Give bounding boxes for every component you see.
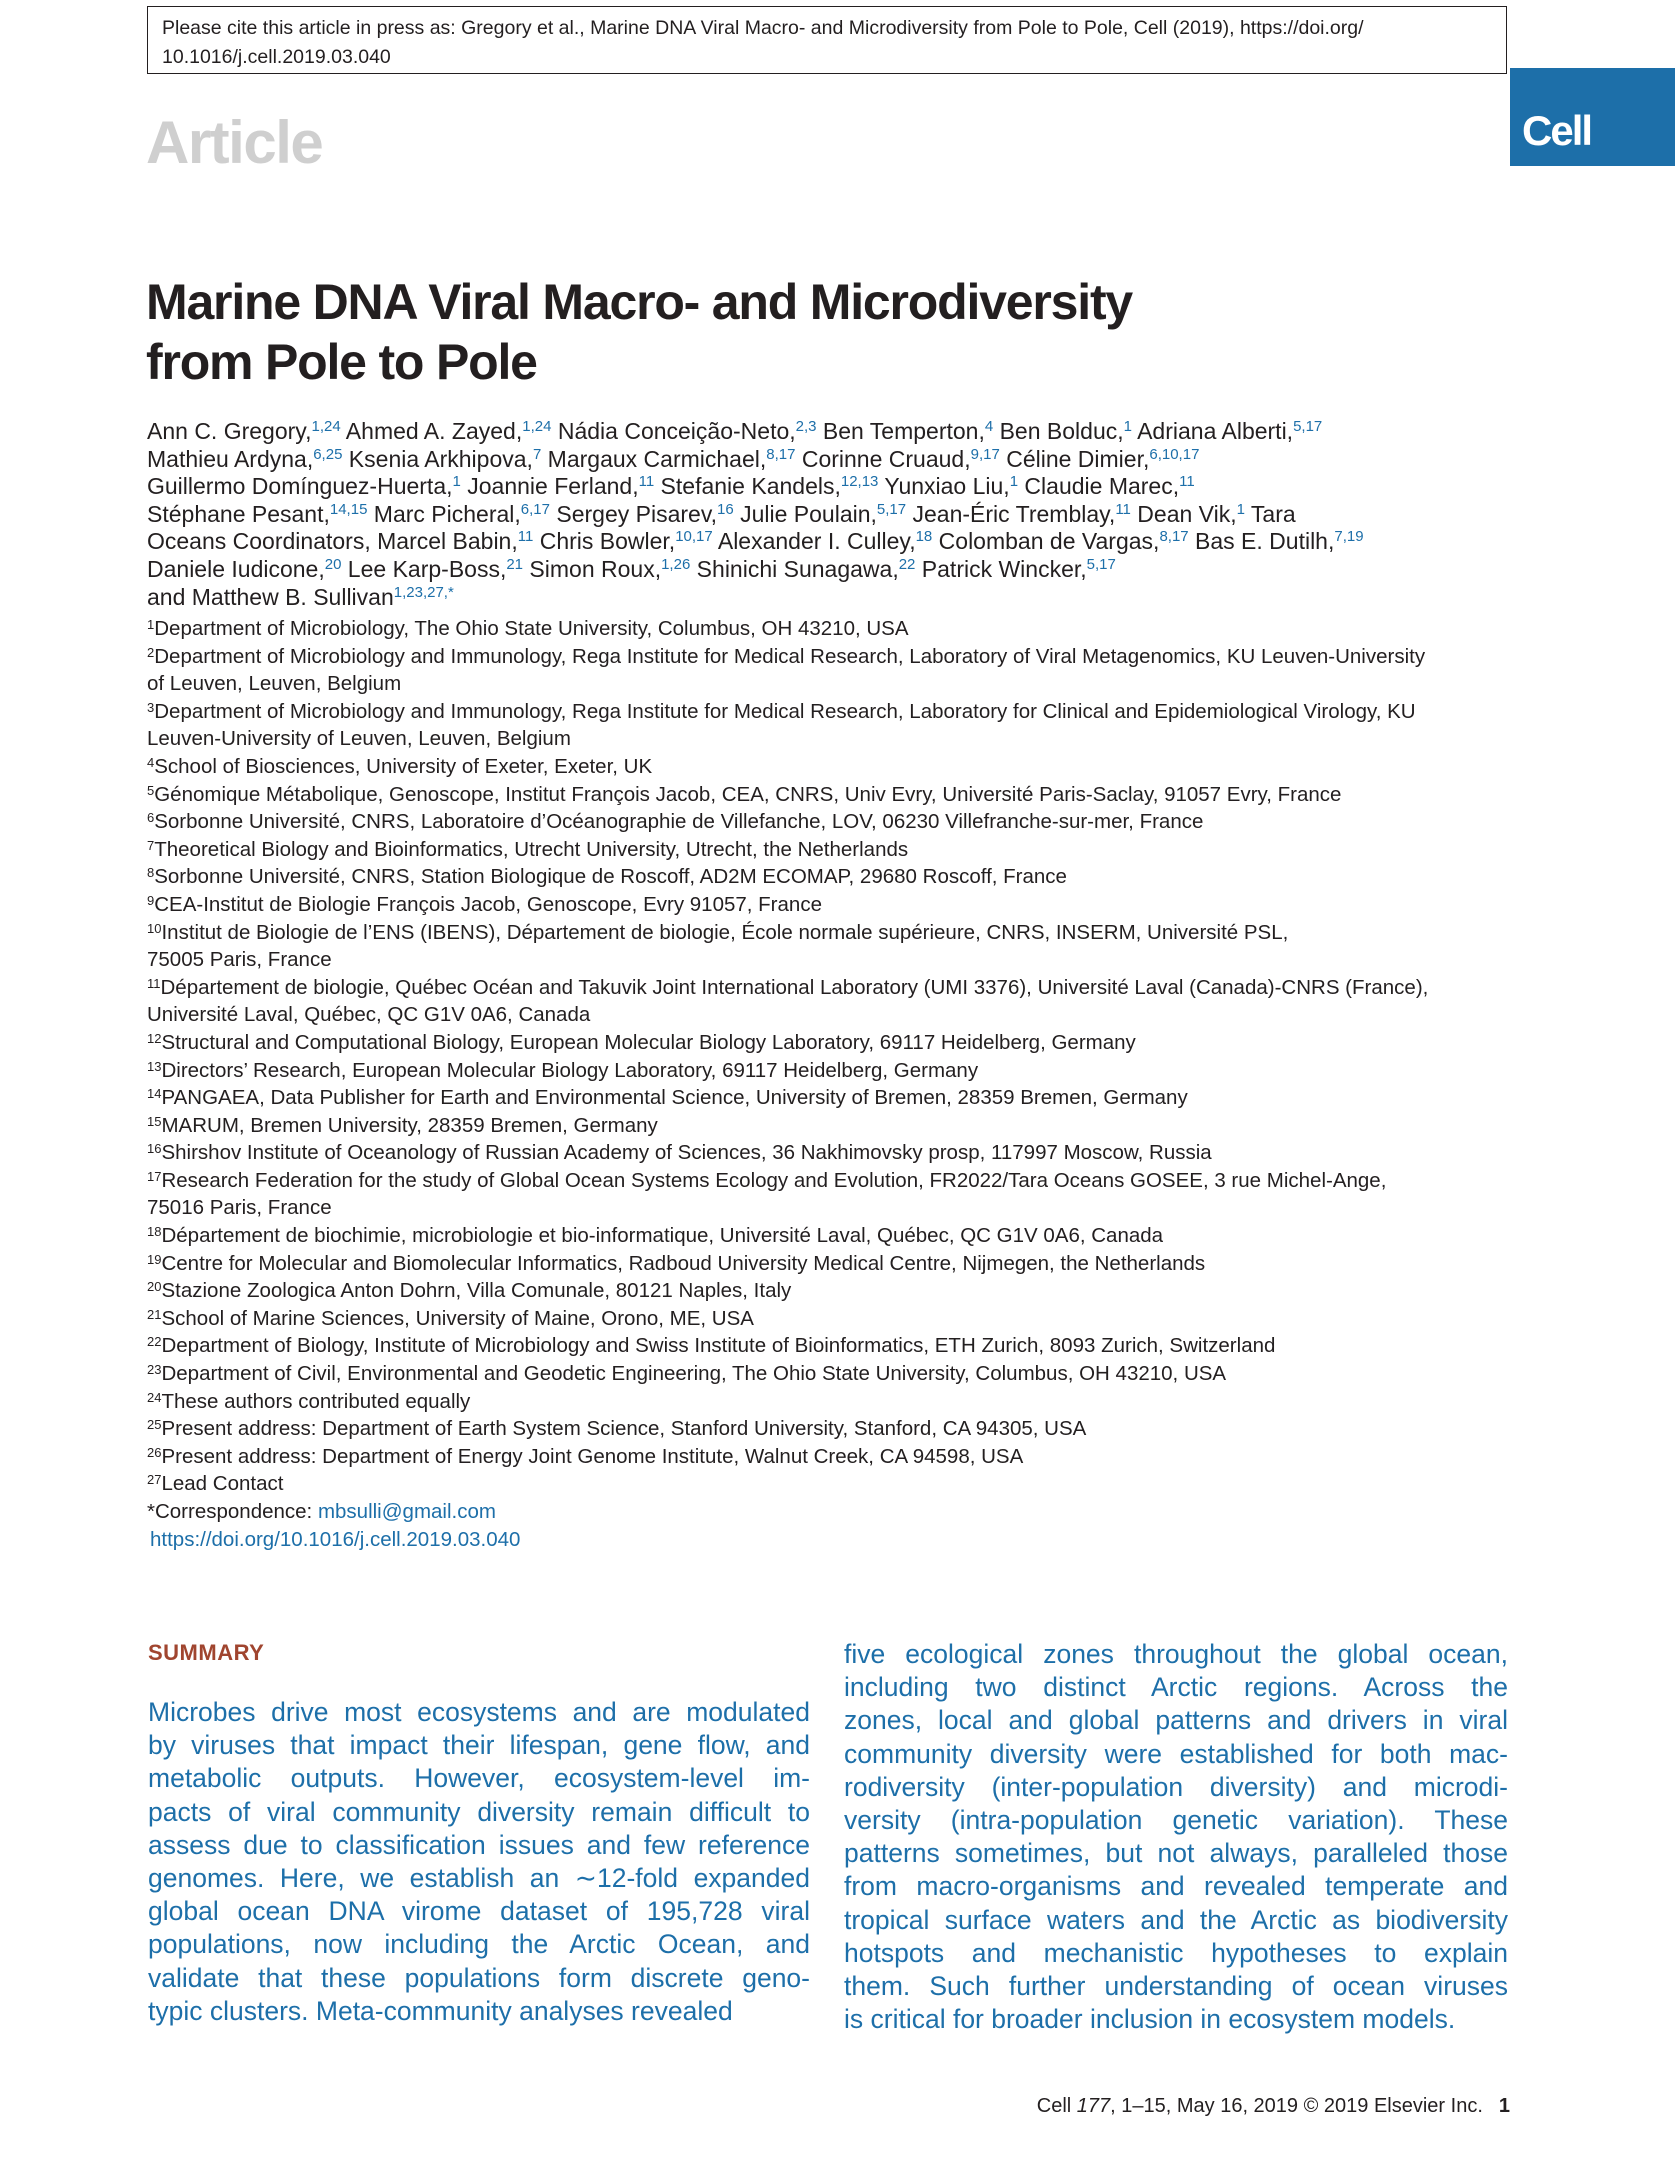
author-line [147,584,1527,612]
author-name: Adriana Alberti, [1131,418,1294,444]
citation-notice [147,6,1507,74]
author-name: Simon Roux, [523,555,662,582]
affiliation-line [147,1332,1527,1360]
author-affiliation-ref[interactable]: 4 [984,418,994,435]
author-affiliation-ref[interactable]: 12,13 [840,473,879,491]
author-name: Ksenia Arkhipova, [342,445,533,472]
affiliation-number: 27 [147,1472,162,1488]
author-name: Ahmed A. Zayed, [340,418,523,444]
article-title [146,272,1446,392]
affiliation-text: Department of Microbiology and Immunology, Rega Institute for Medical Research, Laboratory of Viral Metagenomics, KU Leuven-University [154,644,1426,668]
author-name: Joannie Ferland, [460,473,639,500]
affiliation-line [147,1443,1527,1471]
affiliation-line [147,1360,1527,1388]
affiliation-text: Stazione Zoologica Anton Dohrn, Villa Comunale, 80121 Naples, Italy [161,1279,792,1303]
affiliation-line [147,1415,1527,1443]
affiliation-number: 14 [147,1086,162,1102]
affiliation-number: 18 [147,1224,162,1240]
affiliation-text: Department of Civil, Environmental and Geodetic Engineering, The Ohio State University, Columbus, OH 43210, USA [161,1362,1227,1386]
page-footer [980,2095,1510,2118]
affiliation-text: 75005 Paris, France [147,948,332,972]
affiliation-text: Directors’ Research, European Molecular Biology Laboratory, 69117 Heidelberg, Germany [161,1058,979,1082]
affiliation-line [147,1001,1527,1029]
affiliation-line [147,1029,1527,1057]
affiliation-item [147,1332,1527,1360]
affiliation-number: 21 [147,1306,162,1322]
affiliation-number: 19 [147,1251,162,1267]
summary-line: pacts of viral community diversity remain difficult to [148,1796,810,1827]
affiliation-number: 26 [147,1444,162,1460]
affiliation-item [147,836,1527,864]
author-name: Jean-Éric Tremblay, [906,500,1116,527]
affiliation-line [147,808,1527,836]
author-affiliation-ref[interactable]: 1 [452,473,461,491]
author-affiliation-ref[interactable]: 6,10,17 [1149,445,1200,463]
author-name: Nádia Conceição-Neto, [551,418,796,444]
author-name: Bas E. Dutilh, [1188,528,1335,555]
summary-left-column [148,1696,810,2028]
author-affiliation-ref[interactable]: 21 [506,555,524,573]
affiliation-item [147,1250,1527,1278]
affiliation-text: These authors contributed equally [161,1389,471,1413]
author-affiliation-ref[interactable]: 8,17 [766,445,796,463]
affiliation-line [147,946,1527,974]
affiliation-item [147,1415,1527,1443]
affiliation-text: Research Federation for the study of Global Ocean Systems Ecology and Evolution, FR2022/Tara Oceans GOSEE, 3 rue Michel-Ange, [161,1168,1387,1192]
affiliation-text: PANGAEA, Data Publisher for Earth and Environmental Science, University of Bremen, 28359 Bremen, Germany [161,1086,1188,1110]
affiliation-line [147,725,1527,753]
affiliation-text: Department of Microbiology, The Ohio State University, Columbus, OH 43210, USA [154,617,909,640]
affiliation-text: Département de biologie, Québec Océan and Takuvik Joint International Laboratory (UMI 3376), Université Laval (Canada)-CNRS (France), [160,975,1429,999]
author-name: Lee Karp-Boss, [341,555,507,582]
author-name: Colomban de Vargas, [932,528,1160,555]
author-affiliation-ref[interactable]: 5,17 [1293,418,1323,435]
affiliation-number: 17 [147,1168,162,1184]
author-line [147,556,1527,584]
affiliation-number: 12 [147,1030,162,1046]
summary-line: Microbes drive most ecosystems and are modulated [148,1697,810,1727]
affiliation-item [147,1222,1527,1250]
author-affiliation-ref[interactable]: 1,24 [522,418,552,435]
author-name: Alexander I. Culley, [712,528,916,555]
affiliation-line [147,1470,1527,1498]
summary-line: rodiversity (inter-population diversity) and microdi- [844,1771,1508,1802]
affiliation-line [147,836,1527,864]
summary-line: five ecological zones throughout the global ocean, [844,1639,1508,1669]
affiliation-line [147,1305,1527,1333]
author-affiliation-ref[interactable]: 1 [1009,473,1019,491]
summary-line: global ocean DNA virome dataset of 195,728 viral [148,1896,810,1927]
affiliation-text: 75016 Paris, France [147,1196,332,1220]
affiliation-item [147,1360,1527,1388]
author-affiliation-ref[interactable]: 11 [638,473,655,491]
author-name: Dean Vik, [1130,500,1237,527]
author-name: Stefanie Kandels, [654,473,841,500]
affiliation-line [147,1057,1527,1085]
affiliation-item [147,1112,1527,1140]
author-name: Marc Picheral, [367,500,521,527]
affiliation-item [147,698,1527,753]
affiliation-line [147,698,1527,726]
author-name: Margaux Carmichael, [541,445,767,472]
author-affiliation-ref[interactable]: 16 [717,500,734,518]
affiliation-text: Department of Biology, Institute of Microbiology and Swiss Institute of Bioinformatics, ETH Zurich, 8093 Zurich, Switzerland [161,1334,1276,1358]
affiliation-number: 11 [147,975,161,991]
affiliation-line [147,863,1527,891]
affiliation-item [147,643,1527,698]
author-name: Ben Bolduc, [993,418,1124,444]
author-affiliation-ref[interactable]: 5,17 [876,500,907,518]
author-affiliation-ref[interactable]: 8,17 [1159,528,1189,546]
affiliation-item [147,1057,1527,1085]
affiliation-text: School of Marine Sciences, University of Maine, Orono, ME, USA [161,1306,754,1330]
affiliation-item [147,1305,1527,1333]
citation-line-1: Please cite this article in press as: Gregory et al., Marine DNA Viral Macro- and Microdiversity from Pole to Pole, Cell (2019), https://doi.org/ [162,17,1364,39]
affiliation-line [147,1167,1527,1195]
author-affiliation-ref[interactable]: 7 [532,445,542,463]
affiliation-text: School of Biosciences, University of Exeter, Exeter, UK [154,754,653,778]
affiliation-item [147,1470,1527,1498]
affiliation-item [147,1084,1527,1112]
summary-line: hotspots and mechanistic hypotheses to explain [844,1937,1508,1968]
author-line [147,473,1527,501]
author-line [147,501,1527,529]
affiliation-item [147,1029,1527,1057]
affiliation-text: Structural and Computational Biology, European Molecular Biology Laboratory, 69117 Heidelberg, Germany [161,1030,1136,1054]
summary-line: assess due to classification issues and few reference [148,1829,810,1860]
author-name: Ann C. Gregory, [147,418,312,444]
affiliation-text: Leuven-University of Leuven, Leuven, Belgium [147,727,571,751]
page-number: 1 [1498,2095,1510,2117]
affiliation-text: MARUM, Bremen University, 28359 Bremen, Germany [161,1113,658,1137]
affiliation-item [147,891,1527,919]
affiliation-number: 25 [147,1417,162,1433]
summary-line: populations, now including the Arctic Ocean, and [148,1929,810,1960]
affiliation-item [147,1139,1527,1167]
author-line [147,446,1527,474]
affiliation-number: 15 [147,1113,162,1129]
affiliation-line [147,1222,1527,1250]
affiliation-text: Sorbonne Université, CNRS, Station Biologique de Roscoff, AD2M ECOMAP, 29680 Roscoff, France [154,865,1067,889]
doi-row [147,1526,1527,1554]
correspondence [147,1498,1527,1526]
author-affiliation-ref[interactable]: 1,24 [311,418,341,435]
affiliation-list [147,615,1527,1498]
author-affiliation-ref[interactable]: 9,17 [970,445,1000,463]
summary-line: zones, local and global patterns and drivers in viral [844,1705,1508,1736]
author-affiliation-ref[interactable]: 1 [1236,500,1245,518]
affiliation-line [147,1084,1527,1112]
summary-line: tropical surface waters and the Arctic as biodiversity [844,1904,1508,1935]
affiliation-line [147,781,1527,809]
author-name: Oceans Coordinators, Marcel Babin, [147,528,518,555]
summary-line: is critical for broader inclusion in ecosystem models. [844,2004,1456,2035]
author-affiliation-ref[interactable]: 11 [1179,473,1195,491]
affiliation-item [147,1167,1527,1222]
affiliation-number: 22 [147,1334,162,1350]
summary-line: by viruses that impact their lifespan, gene flow, and [148,1730,810,1761]
author-name: Tara [1244,500,1296,527]
affiliation-text: Present address: Department of Energy Joint Genome Institute, Walnut Creek, CA 94598, USA [161,1444,1024,1468]
author-affiliation-ref[interactable]: 22 [898,555,916,573]
title-line-2: from Pole to Pole [146,334,537,390]
author-name: Claudie Marec, [1018,473,1180,500]
author-affiliation-ref[interactable]: 14,15 [329,500,368,518]
affiliation-text: Institut de Biologie de l’ENS (IBENS), Département de biologie, École normale supérieure, CNRS, INSERM, Université PSL, [161,920,1289,944]
affiliation-line [147,643,1527,671]
affiliation-item [147,1443,1527,1471]
author-affiliation-ref[interactable]: 10,17 [675,528,713,546]
affiliation-text: Centre for Molecular and Biomolecular Informatics, Radboud University Medical Centre, Nijmegen, the Netherlands [161,1251,1206,1275]
author-affiliation-ref[interactable]: 18 [915,528,933,546]
affiliation-number: 5 [147,782,155,798]
author-name: and Matthew B. Sullivan [147,583,394,610]
affiliation-line [147,615,1527,643]
affiliation-line [147,1139,1527,1167]
author-affiliation-ref[interactable]: 6,17 [520,500,550,518]
author-affiliation-ref[interactable]: 5,17 [1086,555,1116,573]
author-affiliation-ref[interactable]: 1 [1123,418,1132,435]
author-affiliation-ref[interactable]: 20 [324,555,342,573]
affiliation-number: 16 [147,1141,162,1157]
footer-info: , 1–15, May 16, 2019 © 2019 Elsevier Inc. [1110,2095,1483,2117]
affiliation-text: Theoretical Biology and Bioinformatics, Utrecht University, Utrecht, the Netherlands [154,837,909,861]
author-name: Daniele Iudicone, [147,555,325,582]
summary-heading: SUMMARY [148,1640,265,1665]
affiliation-item [147,974,1527,1029]
author-name: Corinne Cruaud, [795,445,971,472]
affiliation-number: 13 [147,1058,162,1074]
summary-line: including two distinct Arctic regions. Across the [844,1672,1508,1703]
affiliation-item [147,781,1527,809]
affiliation-item [147,919,1527,974]
author-name: Guillermo Domínguez-Huerta, [147,473,453,500]
correspondence-email-link[interactable]: mbsulli@gmail.com [317,1500,496,1523]
affiliation-line [147,1388,1527,1416]
summary-line: genomes. Here, we establish an ∼12-fold expanded [148,1863,810,1894]
affiliation-line [147,1277,1527,1305]
affiliation-line [147,1112,1527,1140]
affiliation-line [147,1194,1527,1222]
author-name: Mathieu Ardyna, [147,445,314,472]
author-affiliation-ref[interactable]: 1,26 [661,555,691,573]
affiliation-line [147,1250,1527,1278]
affiliation-number: 7 [147,837,155,853]
affiliation-section [147,615,1527,1553]
author-name: Ben Temperton, [816,418,985,444]
affiliation-number: 9 [147,892,155,908]
summary-line: them. Such further understanding of ocean viruses [844,1971,1508,2002]
summary-line: from macro-organisms and revealed temperate and [844,1871,1508,1902]
affiliation-text: Génomique Métabolique, Genoscope, Institut François Jacob, CEA, CNRS, Univ Evry, Université Paris-Saclay, 91057 Evry, France [154,782,1342,806]
footer-volume: 177 [1076,2095,1111,2117]
affiliation-text: Université Laval, Québec, QC G1V 0A6, Canada [147,1003,591,1027]
affiliation-text: Present address: Department of Earth System Science, Stanford University, Stanford, CA 94305, USA [161,1417,1087,1441]
affiliation-number: 10 [147,920,162,936]
affiliation-number: 1 [147,617,155,632]
author-affiliation-ref[interactable]: 11 [517,528,534,546]
affiliation-number: 20 [147,1279,162,1295]
author-name: Yunxiao Liu, [878,473,1010,500]
affiliation-item [147,615,1527,643]
affiliation-text: Sorbonne Université, CNRS, Laboratoire d’Océanographie de Villefanche, LOV, 06230 Villefranche-sur-mer, France [154,810,1204,834]
summary-line: community diversity were established for both mac- [844,1738,1508,1769]
affiliation-item [147,1388,1527,1416]
affiliation-item [147,808,1527,836]
affiliation-text: Département de biochimie, microbiologie et bio-informatique, Université Laval, Québec, QC G1V 0A6, Canada [161,1224,1164,1248]
author-name: Chris Bowler, [533,528,676,555]
footer-journal: Cell [1036,2095,1077,2117]
author-line [147,528,1527,556]
journal-logo: Cell [1510,68,1675,166]
summary-right-column [844,1638,1508,2036]
summary-line: patterns sometimes, but not always, paralleled those [844,1838,1508,1869]
section-label: Article [146,109,323,176]
author-affiliation-ref[interactable]: 2,3 [795,418,817,435]
affiliation-line [147,753,1527,781]
author-list [147,418,1527,611]
author-affiliation-ref[interactable]: 11 [1115,500,1131,518]
affiliation-text: Department of Microbiology and Immunology, Rega Institute for Medical Research, Laboratory for Clinical and Epidemiological Virology, KU [154,699,1416,723]
summary-line: validate that these populations form discrete geno- [148,1962,810,1993]
summary-line: typic clusters. Meta-community analyses revealed [148,1995,733,2026]
affiliation-number: 8 [147,865,155,881]
author-name: Patrick Wincker, [915,555,1087,582]
affiliation-text: CEA-Institut de Biologie François Jacob, Genoscope, Evry 91057, France [154,892,822,916]
affiliation-number: 4 [147,754,155,770]
author-affiliation-ref[interactable]: 7,19 [1334,528,1364,546]
affiliation-number: 2 [147,644,155,660]
affiliation-line [147,670,1527,698]
author-name: Shinichi Sunagawa, [690,555,899,582]
affiliation-number: 3 [147,699,155,715]
affiliation-number: 6 [147,810,155,826]
author-name: Sergey Pisarev, [550,500,718,527]
author-affiliation-ref[interactable]: 6,25 [313,445,343,463]
affiliation-text: of Leuven, Leuven, Belgium [147,672,402,696]
affiliation-number: 23 [147,1362,162,1378]
author-affiliation-ref[interactable]: 1,23,27,* [393,583,454,601]
author-line [147,418,1527,446]
affiliation-text: Lead Contact [161,1472,284,1496]
author-name: Julie Poulain, [733,500,877,527]
affiliation-item [147,753,1527,781]
affiliation-item [147,863,1527,891]
summary-line: metabolic outputs. However, ecosystem-level im- [148,1763,810,1794]
author-name: Stéphane Pesant, [147,500,330,527]
author-name: Céline Dimier, [999,445,1150,472]
citation-line-2: 10.1016/j.cell.2019.03.040 [162,46,391,68]
correspondence-label: *Correspondence: [147,1500,318,1523]
affiliation-line [147,919,1527,947]
affiliation-line [147,974,1527,1002]
affiliation-line [147,891,1527,919]
affiliation-item [147,1277,1527,1305]
summary-line: versity (intra-population genetic variation). These [844,1805,1508,1836]
title-line-1: Marine DNA Viral Macro- and Microdiversity [146,274,1133,330]
affiliation-text: Shirshov Institute of Oceanology of Russian Academy of Sciences, 36 Nakhimovsky prosp, 117997 Moscow, Russia [161,1141,1212,1165]
doi-link[interactable]: https://doi.org/10.1016/j.cell.2019.03.040 [150,1527,521,1551]
affiliation-number: 24 [147,1389,162,1405]
